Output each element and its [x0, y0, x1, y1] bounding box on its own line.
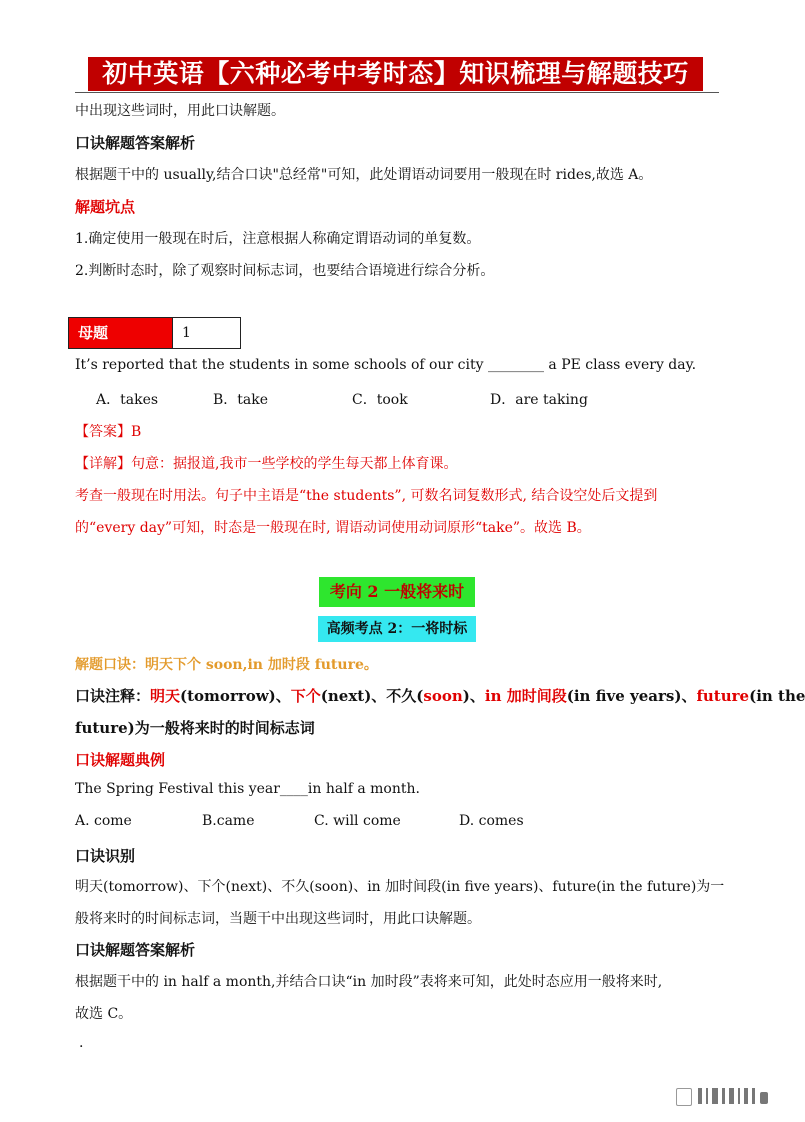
- pitfall-item-2: 2.判断时态时，除了观察时间标志词，也要结合语境进行综合分析。: [75, 263, 495, 279]
- note-future-en: (in the: [749, 687, 805, 705]
- note-future: future: [696, 687, 750, 705]
- example-heading: 口诀解题典例: [75, 751, 166, 769]
- note-tomorrow-en: (tomorrow)、: [180, 687, 291, 705]
- question-stem: It’s reported that the students in some schools of our city ________ a PE class every day.: [75, 357, 697, 373]
- section-title: 考向 2 一般将来时: [319, 577, 475, 607]
- note-next-en: (next)、不久(: [320, 687, 424, 705]
- answer-analysis-text: 根据题干中的 usually,结合口诀"总经常"可知，此处谓语动词要用一般现在时 rides,故选 A。: [75, 167, 653, 183]
- mnemonic-note-line-2: future)为一般将来时的时间标志词: [75, 719, 315, 737]
- example-option-a: A. come: [75, 813, 132, 829]
- watermark-logo: [672, 1085, 777, 1107]
- detail-line-3: 的“every day”可知，时态是一般现在时, 谓语动词使用动词原形“take”。故选 B。: [75, 520, 591, 536]
- detail-line-2: 考查一般现在时用法。句子中主语是“the students”, 可数名词复数形式, 结合设空处后文提到: [75, 488, 658, 504]
- document-title: 初中英语【六种必考中考时态】知识梳理与解题技巧: [88, 57, 703, 91]
- section-answer-line-1: 根据题干中的 in half a month,并结合口诀“in 加时段”表将来可知，此处时态应用一般将来时,: [75, 974, 663, 990]
- pitfall-item-1: 1.确定使用一般现在时后，注意根据人称确定谓语动词的单复数。: [75, 231, 481, 247]
- option-a: A．takes: [96, 392, 159, 408]
- question-label-box: [68, 317, 241, 349]
- watermark-box-icon: [676, 1088, 692, 1106]
- option-b: B．take: [213, 392, 269, 408]
- answer-analysis-heading: 口诀解题答案解析: [75, 134, 196, 152]
- option-c: C．took: [352, 392, 408, 408]
- question-number: 1: [172, 318, 240, 348]
- note-soon-close: )、: [462, 687, 485, 705]
- note-prefix: 口诀注释：: [75, 687, 151, 705]
- example-option-c: C. will come: [314, 813, 401, 829]
- identify-heading: 口诀识别: [75, 847, 136, 865]
- header-divider: [75, 92, 719, 93]
- continuation-line: 中出现这些词时，用此口诀解题。: [75, 103, 285, 119]
- identify-line-2: 般将来时的时间标志词，当题干中出现这些词时，用此口诀解题。: [75, 911, 481, 927]
- note-in-period-en: (in five years)、: [566, 687, 697, 705]
- answer-line: 【答案】B: [75, 424, 142, 440]
- mnemonic-line: 解题口诀：明天下个 soon,in 加时段 future。: [75, 657, 378, 673]
- section-answer-line-2: 故选 C。: [75, 1006, 133, 1022]
- example-option-b: B.came: [202, 813, 255, 829]
- section-answer-heading: 口诀解题答案解析: [75, 941, 196, 959]
- note-soon: soon: [423, 687, 463, 705]
- detail-line-1: 【详解】句意：据报道,我市一些学校的学生每天都上体育课。: [75, 456, 458, 472]
- note-tomorrow: 明天: [150, 687, 181, 705]
- question-label: 母题: [69, 318, 172, 348]
- section-subtitle: 高频考点 2：一将时标: [318, 616, 476, 642]
- identify-line-1: 明天(tomorrow)、下个(next)、不久(soon)、in 加时间段(in five years)、future(in the future)为一: [75, 879, 725, 895]
- example-stem: The Spring Festival this year____in half a month.: [75, 781, 420, 797]
- example-option-d: D. comes: [459, 813, 524, 829]
- pitfall-heading: 解题坑点: [75, 198, 136, 216]
- trailing-dot: .: [79, 1035, 84, 1051]
- note-in-period: in 加时间段: [484, 687, 567, 705]
- note-next: 下个: [290, 687, 321, 705]
- option-d: D．are taking: [490, 392, 588, 408]
- mnemonic-note-line-1: [75, 685, 805, 706]
